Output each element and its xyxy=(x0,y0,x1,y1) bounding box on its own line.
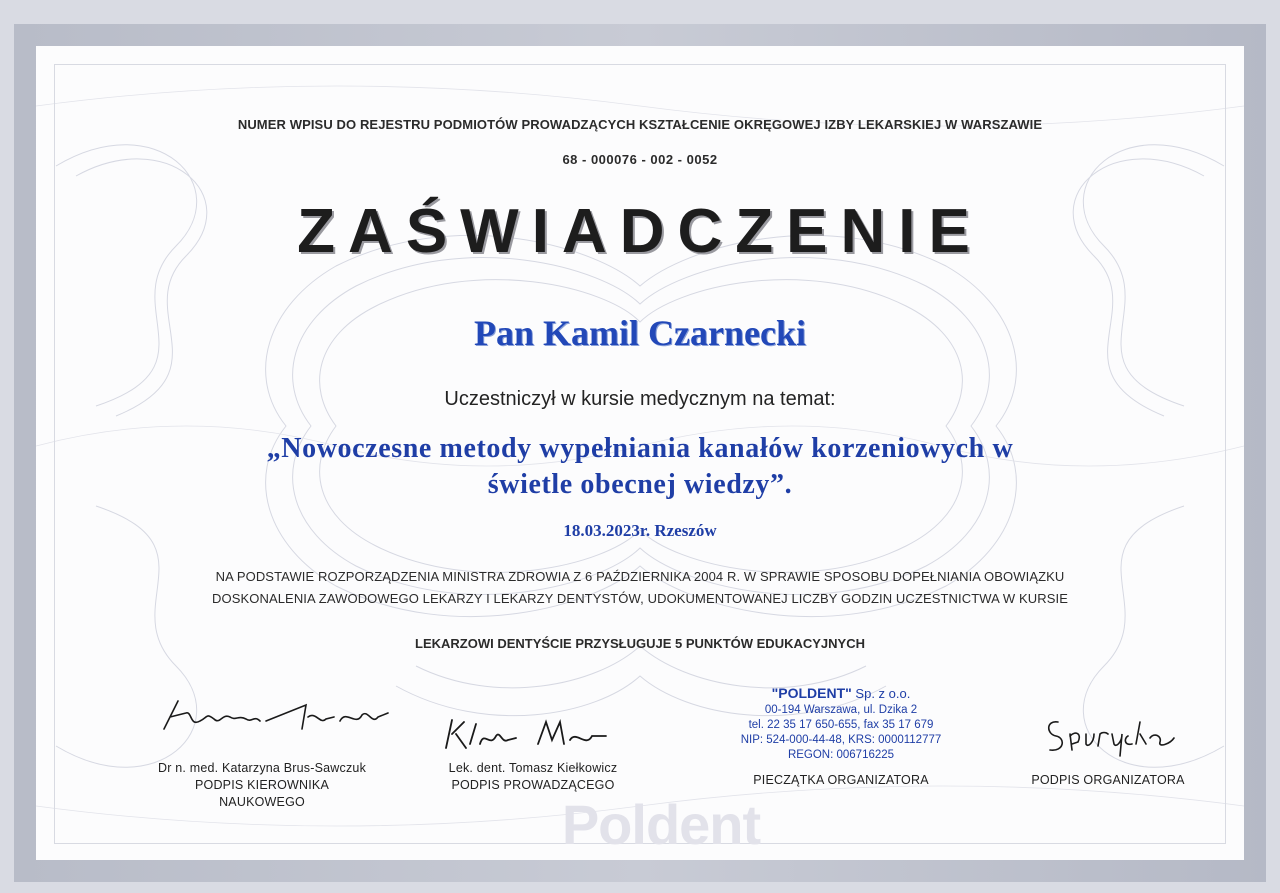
organizer-role: PODPIS ORGANIZATORA xyxy=(1031,773,1185,787)
register-line: NUMER WPISU DO REJESTRU PODMIOTÓW PROWADZĄCYCH KSZTAŁCENIE OKRĘGOWEJ IZBY LEKARSKIEJ W WARSZAWIE xyxy=(237,117,1043,132)
stamp-role: PIECZĄTKA ORGANIZATORA xyxy=(753,773,929,787)
scientific-leader-role-2: NAUKOWEGO xyxy=(219,795,305,809)
certificate-title: ZAŚWIADCZENIE xyxy=(297,197,983,266)
certificate-paper xyxy=(36,46,1244,860)
stamp-company: "POLDENT" Sp. z o.o. xyxy=(771,685,911,701)
course-topic-line-2: świetle obecnej wiedzy”. xyxy=(487,469,793,500)
scientific-leader-role-1: PODPIS KIEROWNIKA xyxy=(195,778,329,792)
course-topic-line-1: „Nowoczesne metody wypełniania kanałów korzeniowych w xyxy=(266,433,1014,464)
course-topic xyxy=(36,431,1244,503)
poldent-watermark: Poldent xyxy=(561,793,761,856)
legal-basis xyxy=(36,566,1244,610)
stamp-address: 00-194 Warszawa, ul. Dzika 2 xyxy=(764,704,918,716)
lecturer-name: Lek. dent. Tomasz Kiełkowicz xyxy=(448,761,618,775)
course-date-place: 18.03.2023r. Rzeszów xyxy=(563,521,717,540)
signature-lecturer-handwriting xyxy=(436,714,616,754)
stamp-phone: tel. 22 35 17 650-655, fax 35 17 679 xyxy=(748,719,934,731)
signature-lecturer xyxy=(428,760,638,794)
recipient-name: Pan Kamil Czarnecki xyxy=(474,313,806,353)
legal-basis-line-2: DOSKONALENIA ZAWODOWEGO LEKARZY I LEKARZY DENTYSTÓW, UDOKUMENTOWANEJ LICZBY GODZIN UCZESTNICTWA W KURSIE xyxy=(212,591,1068,606)
participation-text: Uczestniczył w kursie medycznym na temat: xyxy=(444,388,836,410)
lecturer-role: PODPIS PROWADZĄCEGO xyxy=(451,778,615,792)
legal-basis-line-1: NA PODSTAWIE ROZPORZĄDZENIA MINISTRA ZDROWIA Z 6 PAŹDZIERNIKA 2004 R. W SPRAWIE SPOSOBU DOPEŁNIANIA OBOWIĄZKU xyxy=(215,569,1065,584)
signature-organizer-handwriting xyxy=(1036,712,1186,762)
signature-scientific-handwriting xyxy=(156,691,396,741)
stamp-caption xyxy=(716,772,966,789)
stamp-regon: REGON: 006716225 xyxy=(787,749,895,761)
education-points: LEKARZOWI DENTYŚCIE PRZYSŁUGUJE 5 PUNKTÓW EDUKACYJNYCH xyxy=(415,636,865,651)
signature-organizer xyxy=(1008,772,1208,789)
scientific-leader-name: Dr n. med. Katarzyna Brus-Sawczuk xyxy=(157,761,367,775)
register-number: 68 - 000076 - 002 - 0052 xyxy=(562,152,718,167)
stamp-nip: NIP: 524-000-44-48, KRS: 0000112777 xyxy=(740,734,942,746)
signature-scientific xyxy=(132,760,392,811)
certificate-frame xyxy=(14,24,1266,882)
organizer-stamp xyxy=(716,686,966,763)
